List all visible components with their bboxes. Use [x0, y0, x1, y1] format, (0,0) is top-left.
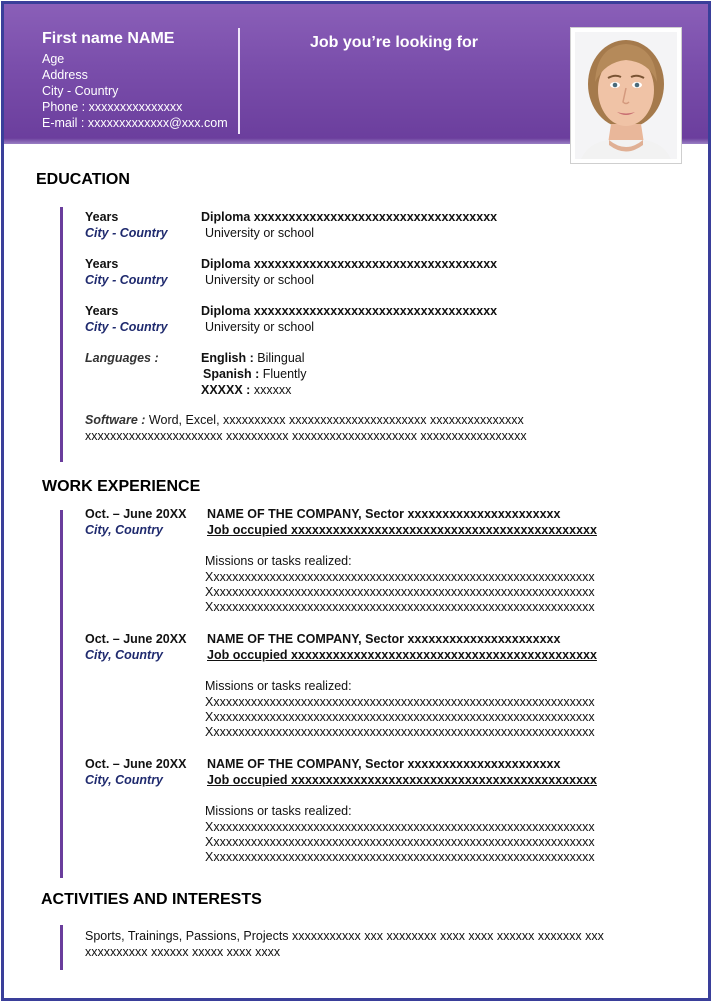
email: E-mail : xxxxxxxxxxxxx@xxx.com [42, 116, 228, 130]
edu-years: Years [85, 257, 119, 271]
software-label: Software : [85, 413, 146, 427]
languages-label: Languages : [85, 351, 159, 365]
header-divider [238, 28, 240, 134]
portrait-image [575, 32, 677, 159]
task-line: Xxxxxxxxxxxxxxxxxxxxxxxxxxxxxxxxxxxxxxxxxxxxxxxxxxxxxxxxxxxxxx [205, 850, 595, 864]
work-heading: WORK EXPERIENCE [42, 478, 201, 495]
activities-line: Sports, Trainings, Passions, Projects xxxxxxxxxxx xxx xxxxxxxx xxxx xxxx xxxxxx xxxxxxx xxx [85, 929, 604, 943]
software-line-2: xxxxxxxxxxxxxxxxxxxxxx xxxxxxxxxx xxxxxxxxxxxxxxxxxxxx xxxxxxxxxxxxxxxxx [85, 429, 527, 443]
edu-location: City - Country [85, 320, 168, 334]
language-item [203, 367, 307, 381]
task-line: Xxxxxxxxxxxxxxxxxxxxxxxxxxxxxxxxxxxxxxxxxxxxxxxxxxxxxxxxxxxxxx [205, 820, 595, 834]
job-occupied: Job occupied xxxxxxxxxxxxxxxxxxxxxxxxxxxxxxxxxxxxxxxxxxxx [207, 648, 597, 662]
missions-label: Missions or tasks realized: [205, 679, 352, 693]
edu-diploma: Diploma xxxxxxxxxxxxxxxxxxxxxxxxxxxxxxxxxxx [201, 304, 498, 318]
edu-diploma: Diploma xxxxxxxxxxxxxxxxxxxxxxxxxxxxxxxxxxx [201, 210, 498, 224]
task-line: Xxxxxxxxxxxxxxxxxxxxxxxxxxxxxxxxxxxxxxxxxxxxxxxxxxxxxxxxxxxxxx [205, 725, 595, 739]
edu-years: Years [85, 304, 119, 318]
job-location: City, Country [85, 648, 164, 662]
edu-diploma: Diploma xxxxxxxxxxxxxxxxxxxxxxxxxxxxxxxxxxx [201, 257, 498, 271]
job-location: City, Country [85, 523, 164, 537]
task-line: Xxxxxxxxxxxxxxxxxxxxxxxxxxxxxxxxxxxxxxxxxxxxxxxxxxxxxxxxxxxxxx [205, 600, 595, 614]
activities-heading: ACTIVITIES AND INTERESTS [41, 891, 262, 908]
activities-bar [60, 925, 63, 970]
task-line: Xxxxxxxxxxxxxxxxxxxxxxxxxxxxxxxxxxxxxxxxxxxxxxxxxxxxxxxxxxxxxx [205, 585, 595, 599]
language-name: Spanish : [203, 367, 260, 381]
city-country: City - Country [42, 84, 119, 98]
job-occupied: Job occupied xxxxxxxxxxxxxxxxxxxxxxxxxxxxxxxxxxxxxxxxxxxx [207, 773, 597, 787]
contact-info [42, 30, 228, 131]
software-line [85, 413, 524, 427]
edu-location: City - Country [85, 226, 168, 240]
language-name: English : [201, 351, 254, 365]
software-list: Word, Excel, xxxxxxxxxx xxxxxxxxxxxxxxxxxxxxxx xxxxxxxxxxxxxxx [148, 413, 524, 427]
education-bar [60, 207, 63, 462]
language-item [201, 383, 291, 397]
address: Address [42, 68, 88, 82]
edu-years: Years [85, 210, 119, 224]
task-line: Xxxxxxxxxxxxxxxxxxxxxxxxxxxxxxxxxxxxxxxxxxxxxxxxxxxxxxxxxxxxxx [205, 695, 595, 709]
job-dates: Oct. – June 20XX [85, 507, 187, 521]
job-dates: Oct. – June 20XX [85, 632, 187, 646]
language-name: XXXXX : [201, 383, 251, 397]
phone: Phone : xxxxxxxxxxxxxxx [42, 100, 183, 114]
job-occupied: Job occupied xxxxxxxxxxxxxxxxxxxxxxxxxxxxxxxxxxxxxxxxxxxx [207, 523, 597, 537]
company-name: NAME OF THE COMPANY, Sector xxxxxxxxxxxxxxxxxxxxxx [207, 757, 561, 771]
language-level: xxxxxx [253, 383, 292, 397]
task-line: Xxxxxxxxxxxxxxxxxxxxxxxxxxxxxxxxxxxxxxxxxxxxxxxxxxxxxxxxxxxxxx [205, 835, 595, 849]
language-level: Fluently [262, 367, 307, 381]
work-bar [60, 510, 63, 878]
age: Age [42, 52, 65, 66]
education-heading: EDUCATION [36, 171, 130, 188]
missions-label: Missions or tasks realized: [205, 554, 352, 568]
edu-school: University or school [205, 226, 315, 240]
job-location: City, Country [85, 773, 164, 787]
missions-label: Missions or tasks realized: [205, 804, 352, 818]
edu-school: University or school [205, 273, 315, 287]
task-line: Xxxxxxxxxxxxxxxxxxxxxxxxxxxxxxxxxxxxxxxxxxxxxxxxxxxxxxxxxxxxxx [205, 570, 595, 584]
language-item [201, 351, 305, 365]
profile-photo [570, 27, 682, 164]
language-level: Bilingual [257, 351, 305, 365]
edu-location: City - Country [85, 273, 168, 287]
job-dates: Oct. – June 20XX [85, 757, 187, 771]
job-title: Job you’re looking for [310, 34, 479, 51]
edu-school: University or school [205, 320, 315, 334]
task-line: Xxxxxxxxxxxxxxxxxxxxxxxxxxxxxxxxxxxxxxxxxxxxxxxxxxxxxxxxxxxxxx [205, 710, 595, 724]
company-name: NAME OF THE COMPANY, Sector xxxxxxxxxxxxxxxxxxxxxx [207, 632, 561, 646]
full-name: First name NAME [42, 30, 175, 47]
company-name: NAME OF THE COMPANY, Sector xxxxxxxxxxxxxxxxxxxxxx [207, 507, 561, 521]
activities-line-2: xxxxxxxxxx xxxxxx xxxxx xxxx xxxx [85, 945, 281, 959]
